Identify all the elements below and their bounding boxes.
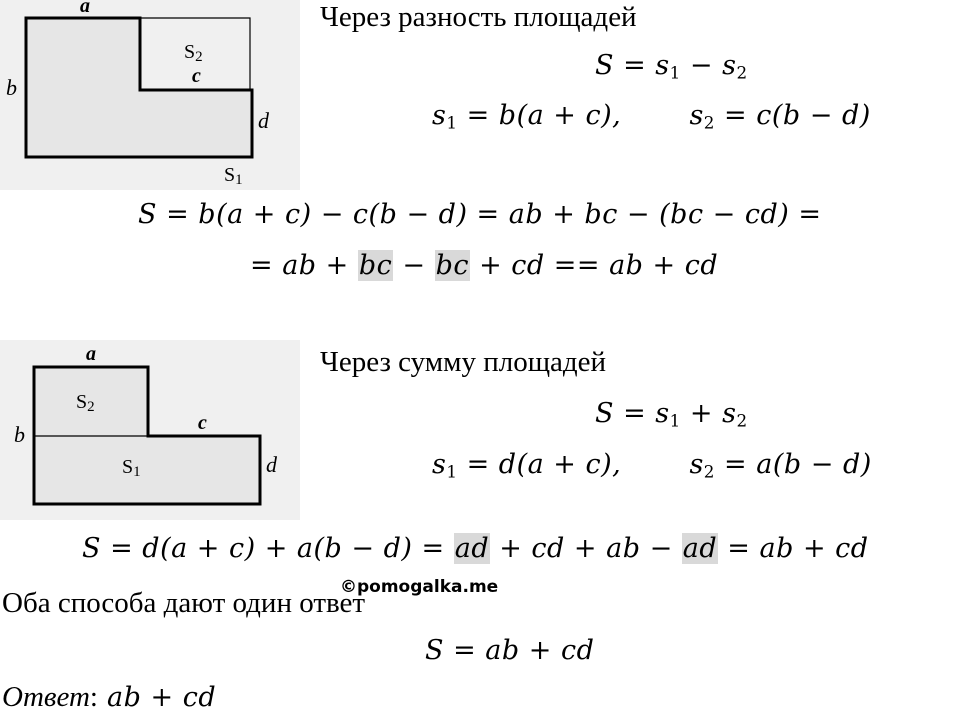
highlight-ad-2: ad [682,533,718,564]
answer-value: ab + cd [97,682,217,713]
equation-sum-main: $S = s_1 + s_2$ [595,398,748,431]
label-c: c [192,65,201,87]
conclusion-text: Оба способа дают один ответ [2,587,366,619]
answer-colon: : [89,681,98,713]
answer-line [2,681,216,714]
label-a: a [86,343,96,365]
label-s2: S2 [184,41,203,65]
label-b: b [6,75,17,100]
final-formula: S = ab + cd [425,635,595,666]
label-a: a [80,0,90,17]
equation-difference-parts: $s_1 = b(a + c)$, $s_2 = c(b - d)$ [432,100,871,133]
equation-sum-parts: $s_1 = d(a + c)$, $s_2 = a(b - d)$ [432,449,872,482]
derivation-difference-line2: = ab + bc − bc + cd == ab + cd [250,250,719,281]
highlight-bc-1: bc [358,250,393,281]
heading-difference: Через разность площадей [320,1,637,33]
heading-sum: Через сумму площадей [320,346,607,378]
derivation-difference-line1: S = b(a + c) − c(b − d) = ab + bc − (bc − cd) = [138,199,822,230]
answer-label: Ответ [2,681,90,713]
figure-difference [0,0,300,190]
label-s2: S2 [76,391,95,415]
highlight-bc-2: bc [435,250,469,281]
equation-difference-main: $S = s_1 - s_2$ [595,50,748,83]
label-s1: S1 [122,456,141,480]
figure-sum [0,340,300,520]
label-b: b [14,422,25,447]
derivation-sum: S = d(a + c) + a(b − d) = ad + cd + ab − ad = ab + cd [82,533,869,564]
label-s1: S1 [224,164,243,188]
label-d: d [266,452,277,477]
highlight-ad-1: ad [454,533,490,564]
label-c: c [198,412,207,434]
label-d: d [258,108,269,133]
watermark: ©pomogalka.me [340,577,499,597]
